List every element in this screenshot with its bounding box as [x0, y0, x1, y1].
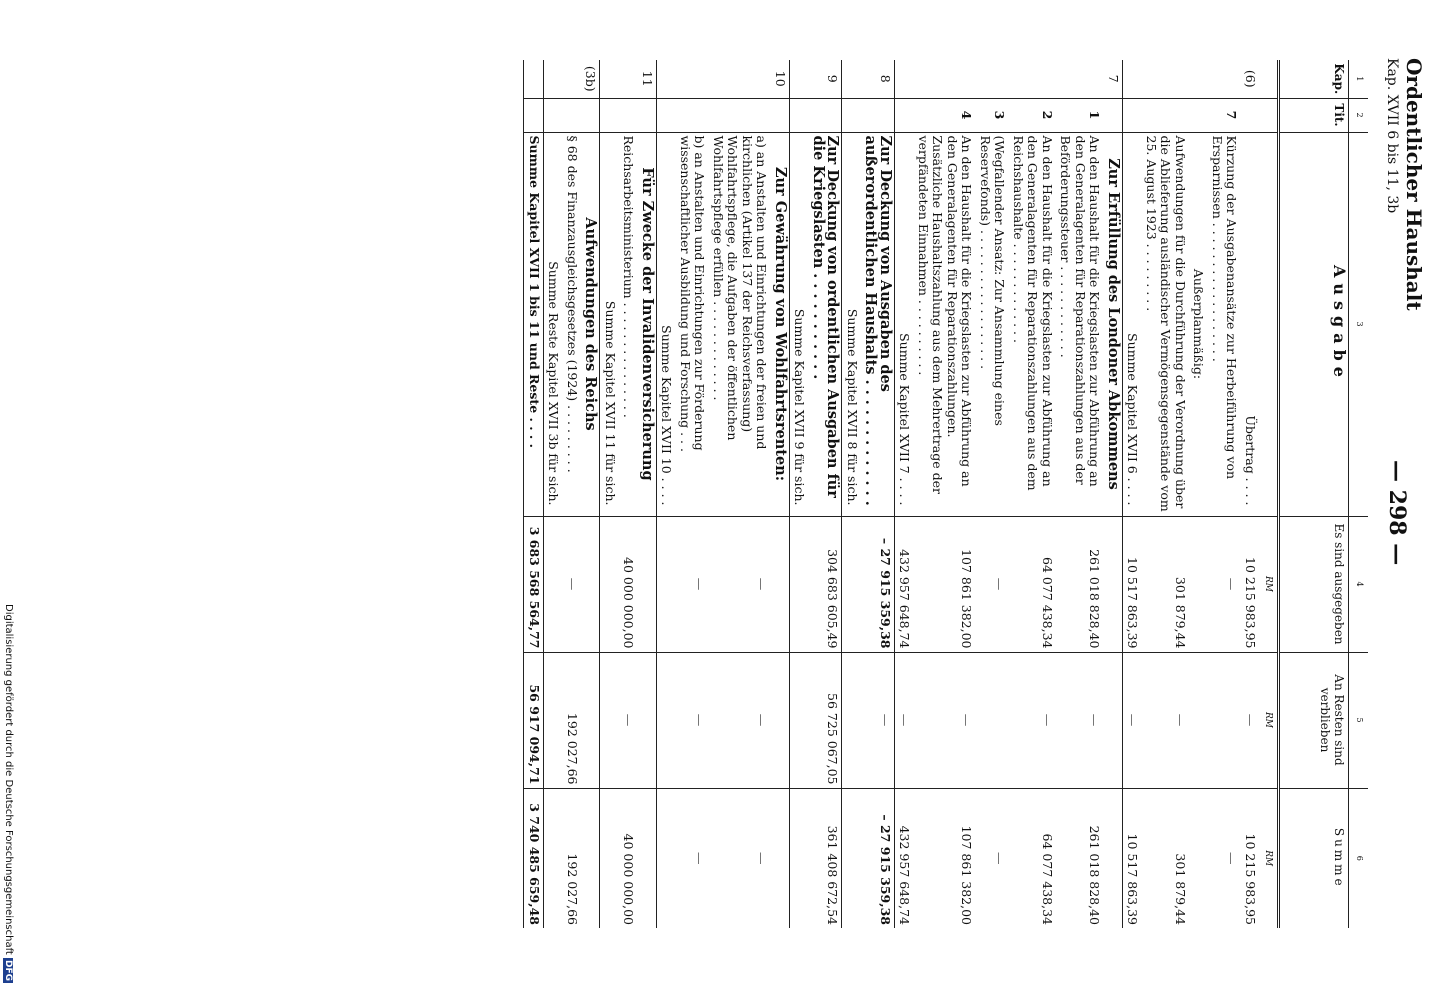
row-col6-amount: 107 861 382,00	[914, 788, 976, 928]
row-col5-amount	[638, 652, 657, 788]
page-number: — 298 —	[1384, 460, 1410, 566]
row-col6-amount	[638, 788, 657, 928]
row-col6-amount	[600, 788, 619, 928]
row-col5-amount: —	[1056, 652, 1104, 788]
row-col6-amount: —	[976, 788, 1009, 928]
row-kap	[1142, 60, 1190, 98]
header-kap: Kap.	[1279, 60, 1349, 98]
row-col4-amount: 10 517 863,39	[1123, 516, 1142, 652]
row-text: Zur Gewährung von Wohlfahrtsrenten:	[771, 132, 790, 516]
row-kap	[790, 60, 809, 98]
row-col5-amount	[581, 652, 600, 788]
row-text: Aufwendungen des Reichs	[581, 132, 600, 516]
row-tit: 1	[1056, 98, 1104, 132]
row-col5-amount: —	[619, 652, 638, 788]
row-text: Summe Kapitel XVII 7 . . . .	[895, 132, 914, 516]
row-col5-amount	[600, 652, 619, 788]
row-tit	[771, 98, 790, 132]
row-text: Übertrag . . . .	[1241, 132, 1260, 516]
row-tit	[809, 98, 843, 132]
row-col4-amount	[544, 516, 563, 652]
row-tit	[790, 98, 809, 132]
row-col4-amount: – 27 915 359,38	[861, 516, 895, 652]
row-tit	[544, 98, 563, 132]
row-col5-amount: —	[895, 652, 914, 788]
row-col4-amount	[771, 516, 790, 652]
row-col6-amount	[544, 788, 563, 928]
row-col6-amount	[771, 788, 790, 928]
row-kap	[1123, 60, 1142, 98]
row-tit	[676, 98, 709, 132]
row-col5-amount: —	[709, 652, 771, 788]
row-col4-amount: 432 957 648,74	[895, 516, 914, 652]
col-num-4: 4	[1349, 516, 1368, 652]
row-col6-amount: 361 408 672,54	[809, 788, 843, 928]
row-col6-amount	[790, 788, 809, 928]
row-kap	[976, 60, 1009, 98]
row-col6-amount	[1189, 788, 1208, 928]
dfg-logo: DFG	[3, 960, 13, 982]
row-tit: 2	[1009, 98, 1057, 132]
row-col6-amount: 10 215 983,95	[1241, 788, 1260, 928]
row-col5-amount: —	[861, 652, 895, 788]
table-row	[1056, 60, 1104, 928]
row-col5-amount	[790, 652, 809, 788]
table-row	[709, 60, 771, 928]
row-tit	[1189, 98, 1208, 132]
table-row	[638, 60, 657, 928]
row-col4-amount	[790, 516, 809, 652]
table-row	[1189, 60, 1208, 928]
row-col6-amount: 10 517 863,39	[1123, 788, 1142, 928]
row-col6-amount: —	[709, 788, 771, 928]
row-col5-amount: —	[1241, 652, 1260, 788]
row-col4-amount	[600, 516, 619, 652]
table-row	[581, 60, 600, 928]
column-header-row	[1279, 60, 1349, 928]
page-heading: Ordentlicher Haushalt	[1402, 58, 1426, 311]
row-col5-amount	[544, 652, 563, 788]
row-col4-amount: 3 683 568 564,77	[524, 516, 544, 652]
row-tit	[895, 98, 914, 132]
row-col4-amount: 107 861 382,00	[914, 516, 976, 652]
row-col5-amount: —	[914, 652, 976, 788]
footer-strip	[0, 0, 20, 1000]
table-row	[809, 60, 843, 928]
row-col4-amount: —	[709, 516, 771, 652]
row-col5-amount: —	[1009, 652, 1057, 788]
row-text: An den Haushalt für die Kriegslasten zur Abführung an den Generalagenten für Reparationszahlungen aus dem Reichshaushalte . . . . . . . . . . . . .	[1009, 132, 1057, 516]
row-text: b) an Anstalten und Einrichtungen zur Förderung wissenschaftlicher Ausbildung und Forschung . . .	[676, 132, 709, 516]
row-text: An den Haushalt für die Kriegslasten zur Abführung an den Generalagenten für Reparationszahlungen. Zusätzliche Haushaltszahlung aus dem Mehrertrage der verpfändeten Einnahmen . . . . . . . . . .	[914, 132, 976, 516]
row-kap	[1009, 60, 1057, 98]
row-text: Summe Kapitel XVII 6 . . . .	[1123, 132, 1142, 516]
row-col5-amount: 56 917 094,71	[524, 652, 544, 788]
col-num-2: 2	[1349, 98, 1368, 132]
table-row	[563, 60, 582, 928]
row-kap	[544, 60, 563, 98]
row-text: Summe Kapitel XVII 9 für sich.	[790, 132, 809, 516]
table-row	[861, 60, 895, 928]
row-col5-amount: 192 027,66	[563, 652, 582, 788]
table-body	[524, 60, 1259, 928]
row-text: Summe Kapitel XVII 11 für sich.	[600, 132, 619, 516]
row-col6-amount: —	[676, 788, 709, 928]
row-tit	[638, 98, 657, 132]
row-text: Summe Kapitel XVII 8 für sich.	[842, 132, 861, 516]
row-text: Reichsarbeitsministerium . . . . . . . . . . . . . . .	[619, 132, 638, 516]
row-col6-amount: 40 000 000,00	[619, 788, 638, 928]
row-tit	[600, 98, 619, 132]
row-col5-amount	[842, 652, 861, 788]
row-tit	[563, 98, 582, 132]
row-col6-amount	[842, 788, 861, 928]
header-col5: An Resten sind verblieben	[1279, 652, 1349, 788]
row-col6-amount: 432 957 648,74	[895, 788, 914, 928]
row-col5-amount: —	[1142, 652, 1190, 788]
row-text: Außerplanmäßig:	[1189, 132, 1208, 516]
header-tit: Tit.	[1279, 98, 1349, 132]
row-kap: 9	[825, 74, 841, 83]
row-kap	[600, 60, 619, 98]
row-kap	[709, 60, 771, 98]
currency-row	[1259, 60, 1279, 928]
table-row	[1009, 60, 1057, 928]
row-kap: 7	[1106, 74, 1121, 83]
row-tit	[1104, 98, 1123, 132]
table-row	[1241, 60, 1260, 928]
row-col4-amount	[657, 516, 676, 652]
row-tit	[657, 98, 676, 132]
row-kap: 8	[878, 74, 893, 83]
row-tit: 7	[1208, 98, 1241, 132]
row-col4-amount	[581, 516, 600, 652]
footer-note: Digitalisierung gefördert durch die Deutsche Forschungsgemeinschaft	[3, 604, 14, 955]
row-col4-amount: 10 215 983,95	[1241, 516, 1260, 652]
table-row	[657, 60, 676, 928]
row-text: Summe Reste Kapitel XVII 3b für sich.	[544, 132, 563, 516]
row-col5-amount: —	[676, 652, 709, 788]
row-text: Kürzung der Ausgabenansätze zur Herbeiführung von Ersparnissen . . . . . . . . . . . . . . . . . .	[1208, 132, 1241, 516]
table-row	[976, 60, 1009, 928]
column-number-row	[1349, 60, 1368, 928]
row-text: Summe Kapitel XVII 1 bis 11 und Reste . . . .	[524, 132, 544, 516]
page-subheading: Kap. XVII 6 bis 11, 3b	[1384, 58, 1400, 214]
table-row	[771, 60, 790, 928]
table-row	[1142, 60, 1190, 928]
row-col4-amount	[1189, 516, 1208, 652]
row-tit	[1123, 98, 1142, 132]
table-row	[895, 60, 914, 928]
table-row	[619, 60, 638, 928]
col-num-1: 1	[1349, 60, 1368, 98]
col-num-6: 6	[1349, 788, 1368, 928]
row-col6-amount: 261 018 828,40	[1056, 788, 1104, 928]
row-tit	[524, 98, 544, 132]
currency-col4: RM	[1259, 516, 1279, 652]
row-col4-amount: —	[563, 516, 582, 652]
row-kap	[524, 60, 544, 98]
row-col5-amount	[657, 652, 676, 788]
row-kap	[657, 60, 676, 98]
table-row	[676, 60, 709, 928]
col-num-3: 3	[1349, 132, 1368, 516]
header-col6: Summe	[1279, 788, 1349, 928]
row-kap: 10	[773, 70, 788, 87]
row-kap	[676, 60, 709, 98]
currency-col6: RM	[1259, 788, 1279, 928]
footer-note-wrap	[3, 604, 14, 994]
row-col4-amount	[638, 516, 657, 652]
row-tit	[581, 98, 600, 132]
row-kap: (6)	[1243, 69, 1258, 88]
row-text: An den Haushalt für die Kriegslasten zur Abführung an den Generalagenten für Reparationszahlungen aus der Beförderungssteuer . . . . . . . . . . . .	[1056, 132, 1104, 516]
table-row	[1123, 60, 1142, 928]
row-col4-amount	[1104, 516, 1123, 652]
row-tit	[619, 98, 638, 132]
row-kap: 11	[640, 70, 655, 87]
row-tit	[709, 98, 771, 132]
row-col5-amount: —	[1123, 652, 1142, 788]
col-num-5: 5	[1349, 652, 1368, 788]
row-text: Zur Erfüllung des Londoner Abkommens	[1104, 132, 1123, 516]
row-kap	[1208, 60, 1241, 98]
table-row	[1208, 60, 1241, 928]
row-col6-amount	[657, 788, 676, 928]
table-row	[790, 60, 809, 928]
header-col4: Es sind ausgegeben	[1279, 516, 1349, 652]
row-col6-amount: 64 077 438,34	[1009, 788, 1057, 928]
row-col6-amount: – 27 915 359,38	[861, 788, 895, 928]
row-tit	[1142, 98, 1190, 132]
row-col4-amount: 40 000 000,00	[619, 516, 638, 652]
row-kap	[895, 60, 914, 98]
row-kap	[842, 60, 861, 98]
row-col4-amount: —	[1208, 516, 1241, 652]
row-col5-amount	[1104, 652, 1123, 788]
row-text: Zur Deckung von Ausgaben des außerordentlichen Haushalts . . . . . . . . . . . . .	[861, 132, 895, 516]
row-col4-amount: 64 077 438,34	[1009, 516, 1057, 652]
header-ausgabe: Ausgabe	[1279, 132, 1349, 516]
row-col4-amount: —	[676, 516, 709, 652]
row-col4-amount	[842, 516, 861, 652]
row-tit	[861, 98, 895, 132]
row-col4-amount: —	[976, 516, 1009, 652]
row-text: Aufwendungen für die Durchführung der Verordnung über die Ablieferung ausländischer Vermögensgegenstände vom 25. August 1923 . . . . . . . . .	[1142, 132, 1190, 516]
row-text: (Wegfallender Ansatz: Zur Ansammlung eines Reservefonds) . . . . . . . . . . . . . . . . . .	[976, 132, 1009, 516]
budget-table	[524, 60, 1369, 928]
row-col5-amount	[1189, 652, 1208, 788]
currency-col5: RM	[1259, 652, 1279, 788]
row-col6-amount: 192 027,66	[563, 788, 582, 928]
table-row	[1104, 60, 1123, 928]
row-col6-amount: 301 879,44	[1142, 788, 1190, 928]
row-tit: 3	[976, 98, 1009, 132]
row-col6-amount	[1104, 788, 1123, 928]
row-kap	[619, 60, 638, 98]
row-kap	[563, 60, 582, 98]
row-col6-amount: —	[1208, 788, 1241, 928]
row-tit: 4	[914, 98, 976, 132]
row-text: Zur Deckung von ordentlichen Ausgaben für die Kriegslasten . . . . . . . . . . .	[809, 132, 843, 516]
row-text: Summe Kapitel XVII 10 . . . .	[657, 132, 676, 516]
row-text: a) an Anstalten und Einrichtungen der freien und kirchlichen (Artikel 137 der Reichsverfassung) Wohlfahrtspflege, die Aufgaben der öffentlichen Wohlfahrtspflege erfüllen . . . . . . . . . . . . .	[709, 132, 771, 516]
row-col5-amount	[1208, 652, 1241, 788]
row-col4-amount: 304 683 605,49	[809, 516, 843, 652]
row-col5-amount	[976, 652, 1009, 788]
table-row	[914, 60, 976, 928]
row-text: Für Zwecke der Invalidenversicherung	[638, 132, 657, 516]
row-col4-amount: 261 018 828,40	[1056, 516, 1104, 652]
row-col4-amount: 301 879,44	[1142, 516, 1190, 652]
table-row	[524, 60, 544, 928]
row-col6-amount	[581, 788, 600, 928]
table-row	[600, 60, 619, 928]
table-row	[842, 60, 861, 928]
row-kap	[914, 60, 976, 98]
row-tit	[1241, 98, 1260, 132]
row-kap	[1189, 60, 1208, 98]
row-tit	[842, 98, 861, 132]
row-kap: (3b)	[583, 65, 599, 92]
row-col5-amount	[771, 652, 790, 788]
row-kap	[1056, 60, 1104, 98]
row-col6-amount: 3 740 485 659,48	[524, 788, 544, 928]
table-row	[544, 60, 563, 928]
row-text: § 68 des Finanzausgleichsgesetzes (1924) . . . . . . . . .	[563, 132, 582, 516]
row-col5-amount: 56 725 067,05	[809, 652, 843, 788]
